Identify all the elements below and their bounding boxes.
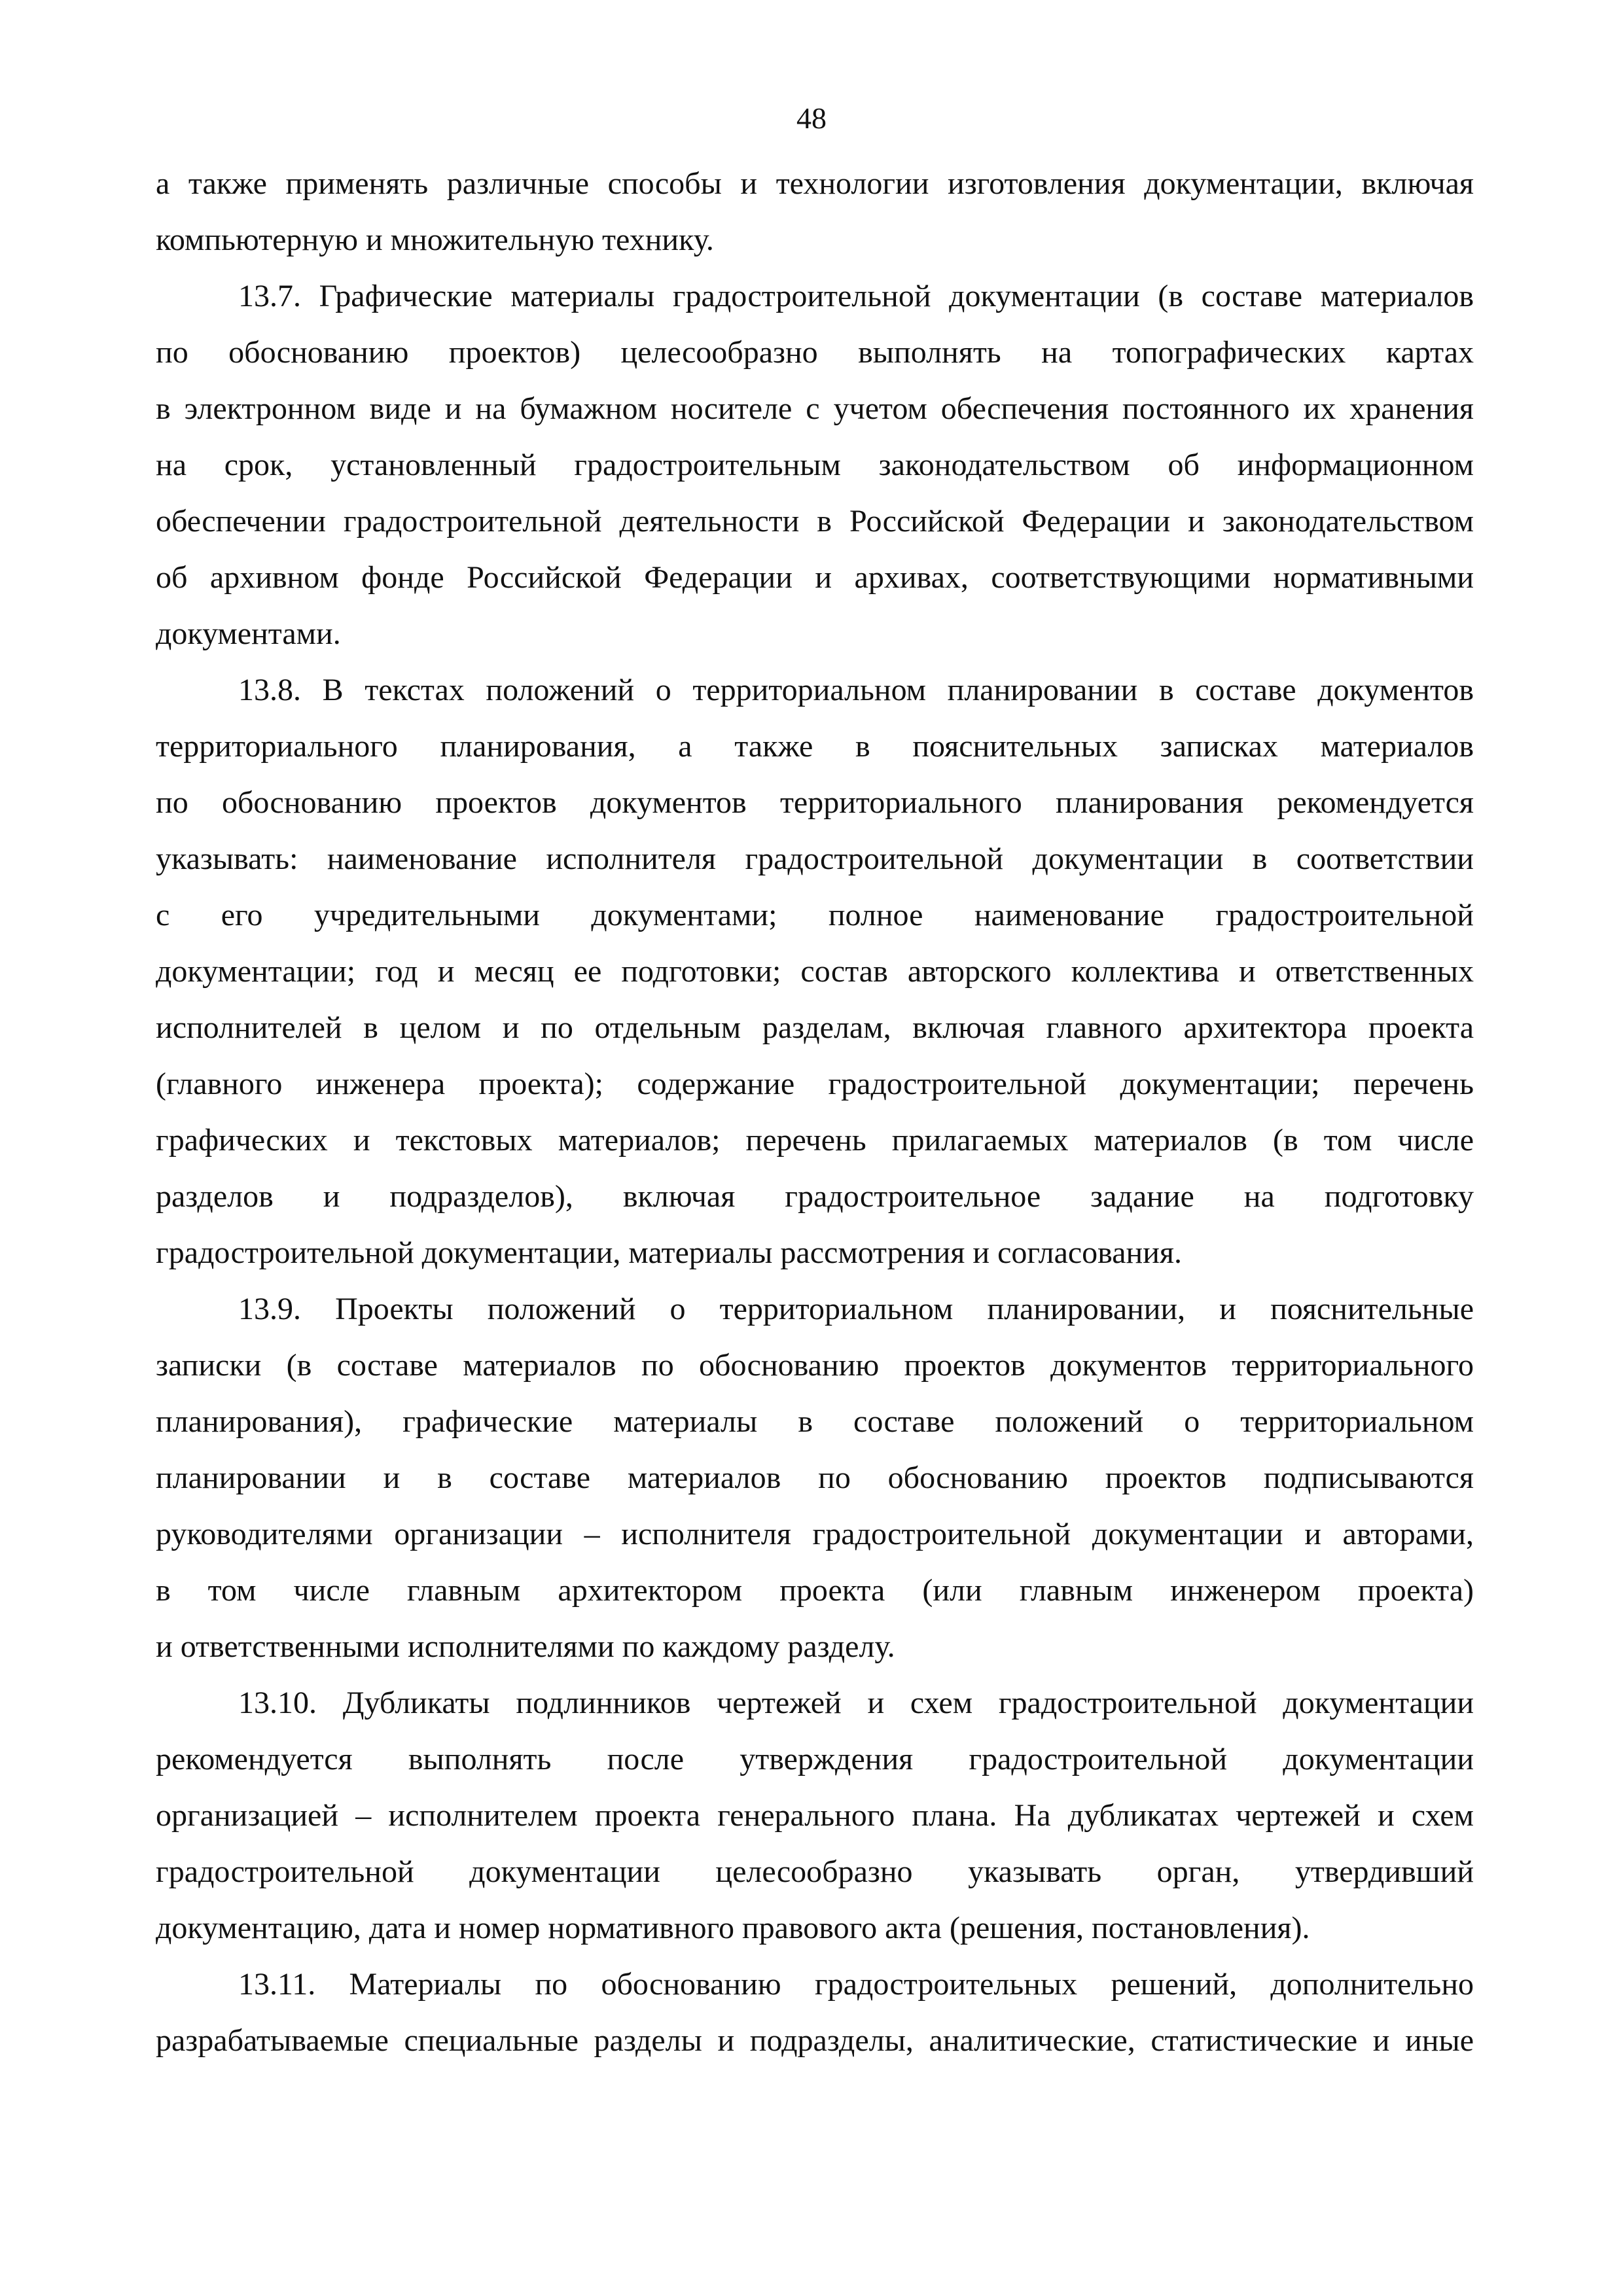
- paragraph-13-8: [156, 662, 1474, 1281]
- text-line: 13.8. В текстах положений о территориальном планировании в составе документов: [238, 673, 1474, 707]
- text-line: 13.9. Проекты положений о территориальном планировании, и пояснительные: [238, 1292, 1474, 1326]
- text-line: об архивном фонде Российской Федерации и архивах, соответствующими нормативными: [156, 560, 1474, 595]
- text-line: в электронном виде и на бумажном носителе с учетом обеспечения постоянного их хранения: [156, 391, 1474, 426]
- text-line: по обоснованию проектов документов территориального планирования рекомендуется: [156, 785, 1474, 820]
- text-line: разрабатываемые специальные разделы и подразделы, аналитические, статистические и иные: [156, 2023, 1474, 2058]
- text-line: обеспечении градостроительной деятельности в Российской Федерации и законодательством: [156, 504, 1474, 539]
- text-line: 13.11. Материалы по обоснованию градостроительных решений, дополнительно: [238, 1967, 1474, 2002]
- text-line: компьютерную и множительную технику.: [156, 222, 714, 257]
- text-line: графических и текстовых материалов; перечень прилагаемых материалов (в том числе: [156, 1123, 1474, 1157]
- text-line: разделов и подразделов), включая градостроительное задание на подготовку: [156, 1179, 1474, 1214]
- paragraph-continuation: [156, 156, 1474, 268]
- text-line: 13.10. Дубликаты подлинников чертежей и схем градостроительной документации: [238, 1686, 1474, 1720]
- text-line: градостроительной документации, материалы рассмотрения и согласования.: [156, 1235, 1182, 1270]
- text-line: планирования), графические материалы в составе положений о территориальном: [156, 1404, 1474, 1439]
- text-line: и ответственными исполнителями по каждому разделу.: [156, 1629, 895, 1664]
- text-line: документацию, дата и номер нормативного правового акта (решения, постановления).: [156, 1911, 1310, 1945]
- text-line: организацией – исполнителем проекта генерального плана. На дубликатах чертежей и схем: [156, 1798, 1474, 1833]
- text-line: документации; год и месяц ее подготовки; состав авторского коллектива и ответственных: [156, 954, 1474, 989]
- text-line: руководителями организации – исполнителя градостроительной документации и авторами,: [156, 1517, 1474, 1551]
- paragraph-13-7: [156, 268, 1474, 662]
- text-line: в том числе главным архитектором проекта (или главным инженером проекта): [156, 1573, 1474, 1608]
- text-line: документами.: [156, 616, 341, 651]
- text-line: исполнителей в целом и по отдельным разделам, включая главного архитектора проекта: [156, 1010, 1474, 1045]
- text-line: с его учредительными документами; полное наименование градостроительной: [156, 898, 1474, 932]
- text-line: рекомендуется выполнять после утверждения градостроительной документации: [156, 1742, 1474, 1776]
- text-line: указывать: наименование исполнителя градостроительной документации в соответствии: [156, 841, 1474, 876]
- paragraph-13-9: [156, 1281, 1474, 1675]
- text-line: планировании и в составе материалов по обоснованию проектов подписываются: [156, 1460, 1474, 1495]
- document-body: [156, 156, 1474, 2069]
- page-number: 48: [796, 101, 827, 135]
- text-line: градостроительной документации целесообразно указывать орган, утвердивший: [156, 1854, 1474, 1889]
- text-line: территориального планирования, а также в пояснительных записках материалов: [156, 729, 1474, 764]
- text-line: на срок, установленный градостроительным законодательством об информационном: [156, 448, 1474, 482]
- text-line: а также применять различные способы и технологии изготовления документации, включая: [156, 166, 1474, 201]
- paragraph-13-10: [156, 1675, 1474, 1956]
- text-line: (главного инженера проекта); содержание градостроительной документации; перечень: [156, 1067, 1474, 1101]
- text-line: по обоснованию проектов) целесообразно выполнять на топографических картах: [156, 335, 1474, 370]
- paragraph-13-11: [156, 1956, 1474, 2069]
- text-line: записки (в составе материалов по обоснованию проектов документов территориального: [156, 1348, 1474, 1383]
- text-line: 13.7. Графические материалы градостроительной документации (в составе материалов: [238, 279, 1474, 313]
